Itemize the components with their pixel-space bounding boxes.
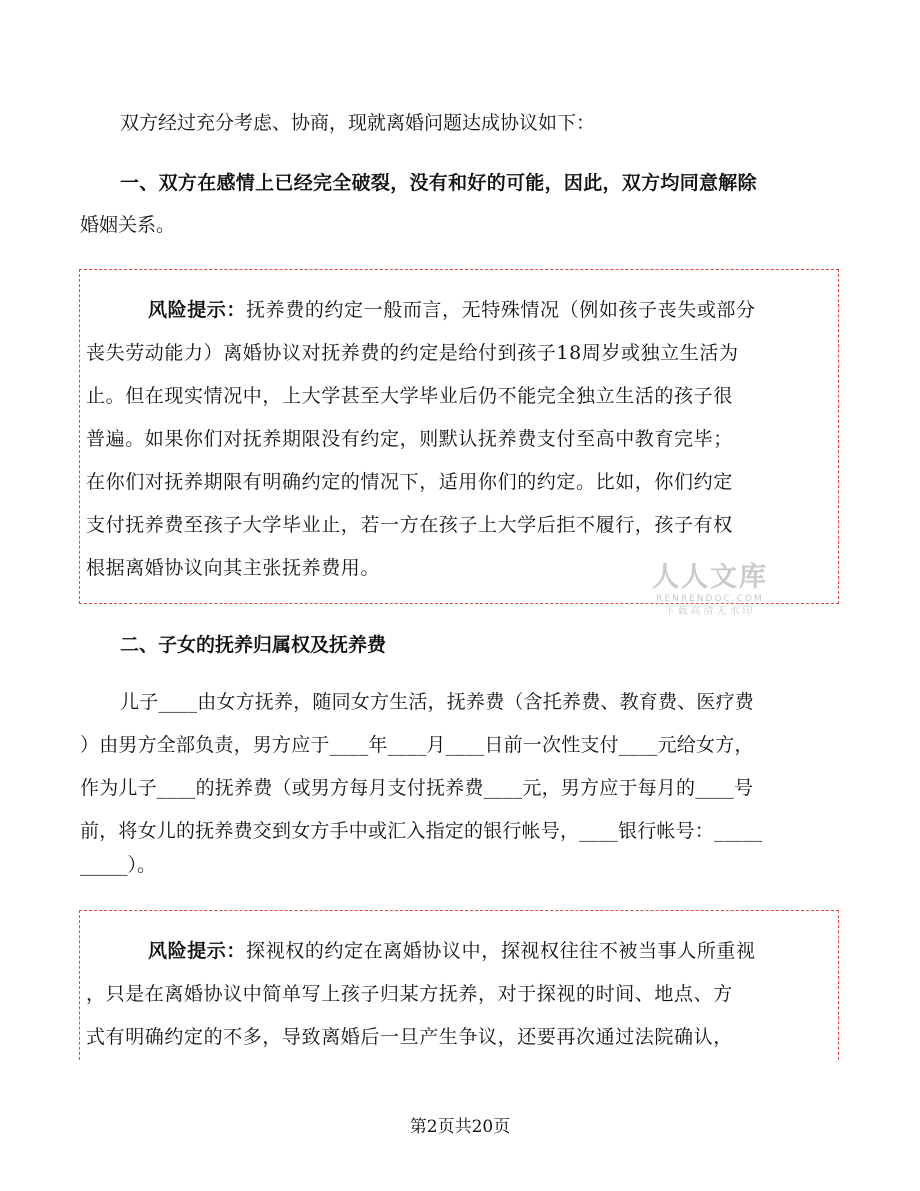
clause2-line-2: ）由男方全部负责，男方应于____年____月____日前一次性支付____元给女方，: [80, 734, 754, 756]
risk1-line-5: 在你们对抚养期限有明确约定的情况下，适用你们的约定。比如，你们约定: [86, 471, 733, 493]
risk1-line-3: 止。但在现实情况中，上大学甚至大学毕业后仍不能完全独立生活的孩子很: [86, 385, 733, 407]
risk1-label: 风险提示：: [148, 299, 247, 321]
risk1-line-6: 支付抚养费至孩子大学毕业止，若一方在孩子上大学后拒不履行，孩子有权: [86, 514, 733, 536]
risk2-line-3: 式有明确约定的不多，导致离婚后一旦产生争议，还要再次通过法院确认，: [86, 1026, 733, 1048]
risk2-line-2: ，只是在离婚协议中简单写上孩子归某方抚养，对于探视的时间、地点、方: [86, 983, 733, 1005]
risk2-label: 风险提示：: [148, 940, 247, 962]
risk-tip-box-1: [79, 269, 839, 604]
renrendoc-watermark: [636, 563, 784, 619]
clause2-line-4: 前，将女儿的抚养费交到女方手中或汇入指定的银行帐号，____银行帐号：_____: [80, 820, 763, 842]
risk1-line-7: 根据离婚协议向其主张抚养费用。: [86, 557, 381, 579]
watermark-url: RENRENDOC.COM: [656, 594, 764, 604]
page-number-footer: 第2页共20页: [409, 1117, 511, 1137]
watermark-title: 人人文库: [652, 562, 768, 593]
clause2-line-5: _____）。: [80, 854, 157, 876]
risk1-line-4: 普遍。如果你们对抚养期限没有约定，则默认抚养费支付至高中教育完毕；: [86, 428, 733, 450]
risk1-line-1: [80, 295, 838, 322]
risk1-line-2: 丧失劳动能力）离婚协议对抚养费的约定是给付到孩子18周岁或独立生活为: [86, 342, 739, 364]
clause1-line-1: 一、双方在感情上已经完全破裂，没有和好的可能，因此，双方均同意解除: [120, 172, 757, 194]
clause2-line-1: 儿子____由女方抚养，随同女方生活，抚养费（含托养费、教育费、医疗费: [120, 691, 755, 713]
watermark-tagline: 下载高清无水印: [664, 606, 756, 617]
risk-tip-box-2: [79, 910, 839, 1060]
clause1-line-2: 婚姻关系。: [80, 214, 176, 236]
clause2-heading: 二、子女的抚养归属权及抚养费: [120, 634, 387, 656]
clause2-line-3: 作为儿子____的抚养费（或男方每月支付抚养费____元，男方应于每月的____号: [80, 777, 754, 799]
intro-paragraph: 双方经过充分考虑、协商，现就离婚问题达成协议如下：: [120, 112, 596, 134]
risk2-line-1: [80, 936, 838, 963]
risk2-first-line-text: 探视权的约定在离婚协议中，探视权往往不被当事人所重视: [246, 940, 756, 962]
risk1-first-line-text: 抚养费的约定一般而言，无特殊情况（例如孩子丧失或部分: [246, 299, 756, 321]
